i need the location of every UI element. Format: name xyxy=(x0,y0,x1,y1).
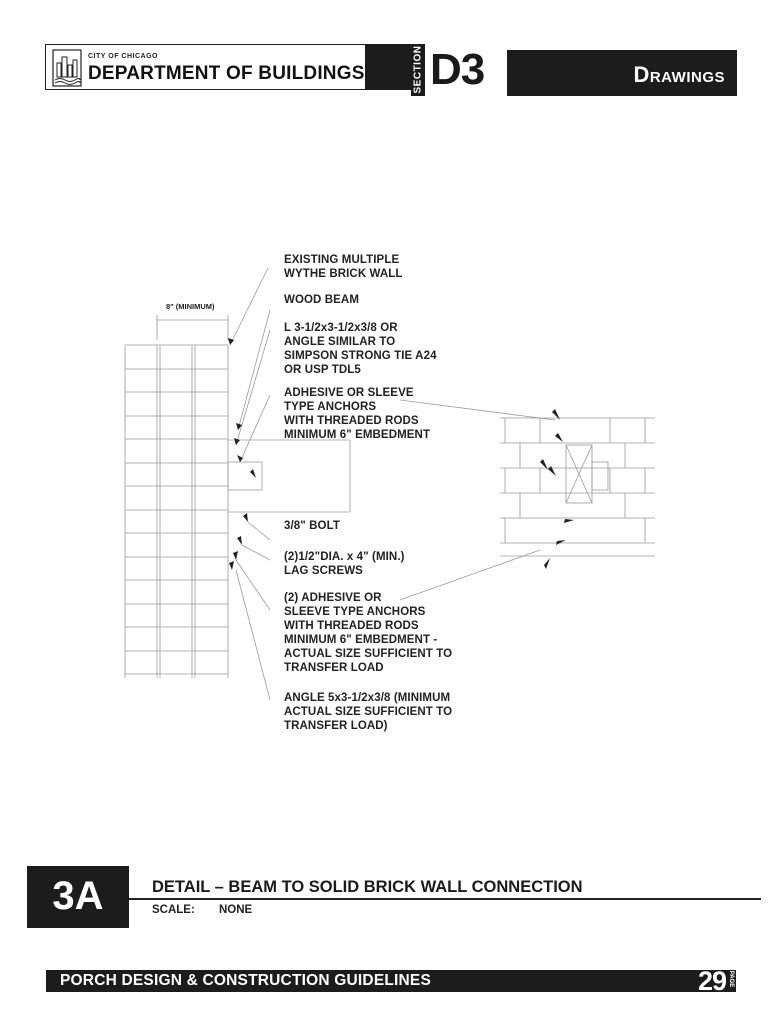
page-number: 29 xyxy=(697,966,726,996)
department-header xyxy=(45,44,411,90)
page-label: PAGE xyxy=(728,970,734,988)
city-skyline-logo-icon xyxy=(52,49,82,87)
detail-title: DETAIL – BEAM TO SOLID BRICK WALL CONNECTION xyxy=(152,878,583,896)
detail-badge-label: 3A xyxy=(52,874,104,918)
note-wood-beam: WOOD BEAM xyxy=(284,294,360,306)
detail-rule xyxy=(129,898,761,900)
section-label: SECTION xyxy=(412,45,424,94)
note-existing-wall: EXISTING MULTIPLE WYTHE BRICK WALL xyxy=(284,254,403,280)
org-small-label: CITY OF CHICAGO xyxy=(88,53,158,60)
dimension-label: 8" (MINIMUM) xyxy=(166,302,215,311)
note-lag-screws: (2)1/2"DIA. x 4" (MIN.) LAG SCREWS xyxy=(284,551,405,577)
section-title: Drawings xyxy=(633,62,725,87)
scale-label: SCALE: xyxy=(152,904,195,916)
section-code: D3 xyxy=(430,45,485,94)
note-adhesive-anchors-2: (2) ADHESIVE OR SLEEVE TYPE ANCHORS WITH THREADED RODS MINIMUM 6" EMBEDMENT - ACTUAL SIZE SUFFICIENT TO TRANSFER LOAD xyxy=(284,592,453,674)
detail-badge xyxy=(27,866,129,928)
note-angle-l: L 3-1/2x3-1/2x3/8 OR ANGLE SIMILAR TO SIMPSON STRONG TIE A24 OR USP TDL5 xyxy=(284,322,437,376)
note-angle-5x3: ANGLE 5x3-1/2x3/8 (MINIMUM ACTUAL SIZE SUFFICIENT TO TRANSFER LOAD) xyxy=(284,692,453,732)
note-adhesive-anchors: ADHESIVE OR SLEEVE TYPE ANCHORS WITH THREADED RODS MINIMUM 6" EMBEDMENT xyxy=(284,387,431,441)
footer-title: PORCH DESIGN & CONSTRUCTION GUIDELINES xyxy=(60,972,432,989)
section-title-bar xyxy=(507,50,737,96)
footer-bar xyxy=(46,966,736,996)
page-label-strip xyxy=(727,970,736,992)
header-dark-block xyxy=(365,44,411,90)
scale-value: NONE xyxy=(219,904,253,916)
note-bolt: 3/8" BOLT xyxy=(284,520,340,532)
section-label-strip xyxy=(411,44,425,96)
brick-wall-detail-drawing xyxy=(100,240,680,760)
construction-detail-drawing xyxy=(100,240,680,760)
org-name: DEPARTMENT OF BUILDINGS xyxy=(88,63,365,84)
